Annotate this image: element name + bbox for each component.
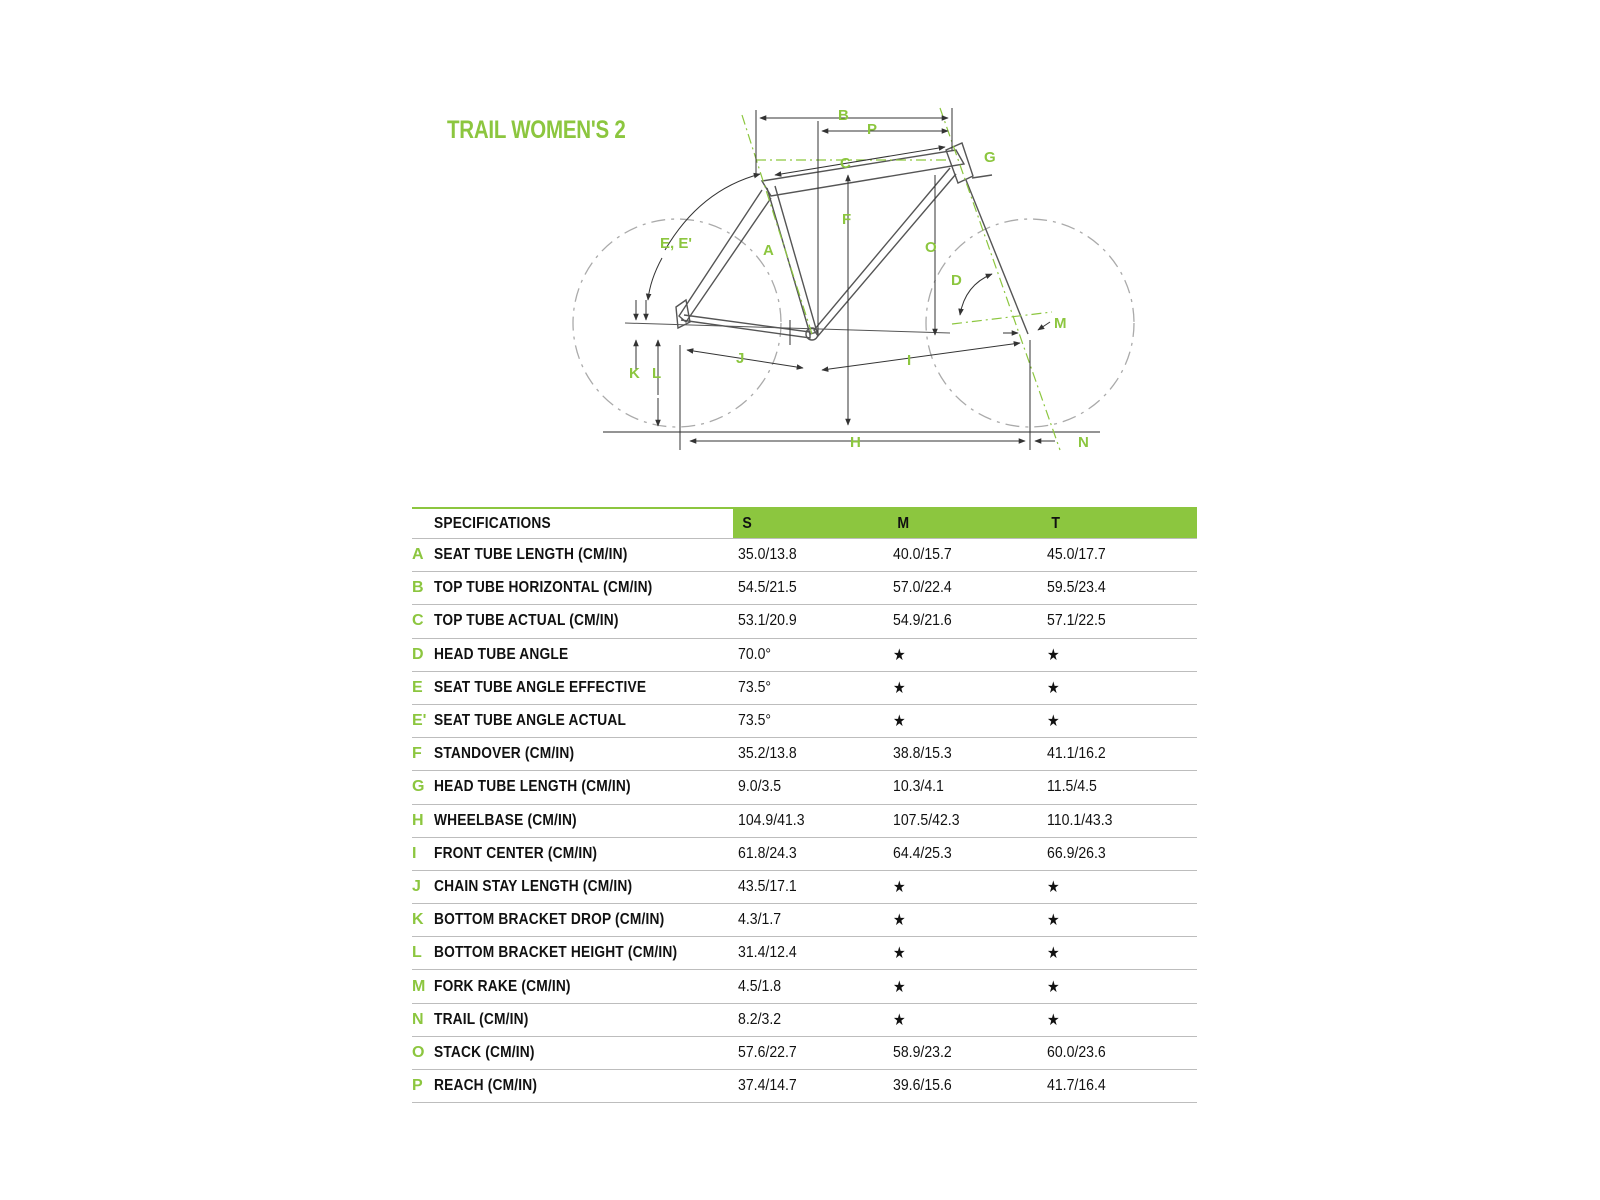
label-g: G bbox=[984, 149, 996, 166]
row-value-s: 37.4/14.7 bbox=[733, 1070, 888, 1103]
header-size-s: S bbox=[733, 508, 888, 539]
table-row bbox=[412, 539, 1197, 572]
table-row bbox=[412, 804, 1197, 837]
row-spec-name: WHEELBASE (CM/IN) bbox=[434, 804, 733, 837]
row-spec-name: TOP TUBE HORIZONTAL (CM/IN) bbox=[434, 572, 733, 605]
row-value-s: 53.1/20.9 bbox=[733, 605, 888, 638]
row-spec-name: BOTTOM BRACKET HEIGHT (CM/IN) bbox=[434, 937, 733, 970]
table-row bbox=[412, 605, 1197, 638]
row-spec-name: SEAT TUBE LENGTH (CM/IN) bbox=[434, 539, 733, 572]
label-f: F bbox=[842, 211, 852, 228]
row-value-t: 110.1/43.3 bbox=[1042, 804, 1197, 837]
row-value-m: 10.3/4.1 bbox=[888, 771, 1043, 804]
row-letter: M bbox=[412, 970, 434, 1003]
row-value-m: 57.0/22.4 bbox=[888, 572, 1043, 605]
row-value-m: 64.4/25.3 bbox=[888, 837, 1043, 870]
row-letter: J bbox=[412, 870, 434, 903]
table-row bbox=[412, 970, 1197, 1003]
row-value-s: 73.5° bbox=[733, 704, 888, 737]
row-value-t: 66.9/26.3 bbox=[1042, 837, 1197, 870]
row-spec-name: BOTTOM BRACKET DROP (CM/IN) bbox=[434, 904, 733, 937]
row-value-s: 35.0/13.8 bbox=[733, 539, 888, 572]
header-size-m: M bbox=[888, 508, 1043, 539]
row-value-m: ★ bbox=[888, 870, 1043, 903]
row-value-s: 8.2/3.2 bbox=[733, 1003, 888, 1036]
row-value-m: ★ bbox=[888, 638, 1043, 671]
table-row bbox=[412, 671, 1197, 704]
row-spec-name: FORK RAKE (CM/IN) bbox=[434, 970, 733, 1003]
row-value-t: ★ bbox=[1042, 904, 1197, 937]
row-spec-name: HEAD TUBE ANGLE bbox=[434, 638, 733, 671]
table-header-row bbox=[412, 508, 1197, 539]
row-value-m: 54.9/21.6 bbox=[888, 605, 1043, 638]
row-spec-name: FRONT CENTER (CM/IN) bbox=[434, 837, 733, 870]
table-row bbox=[412, 1070, 1197, 1103]
row-spec-name: HEAD TUBE LENGTH (CM/IN) bbox=[434, 771, 733, 804]
label-p: P bbox=[867, 121, 878, 138]
row-value-t: 45.0/17.7 bbox=[1042, 539, 1197, 572]
label-m: M bbox=[1054, 315, 1067, 332]
row-value-s: 31.4/12.4 bbox=[733, 937, 888, 970]
row-value-t: ★ bbox=[1042, 870, 1197, 903]
row-spec-name: TRAIL (CM/IN) bbox=[434, 1003, 733, 1036]
label-o: O bbox=[925, 239, 937, 256]
row-value-t: ★ bbox=[1042, 671, 1197, 704]
table-row bbox=[412, 738, 1197, 771]
row-value-t: 60.0/23.6 bbox=[1042, 1036, 1197, 1069]
row-letter: C bbox=[412, 605, 434, 638]
header-specifications: SPECIFICATIONS bbox=[434, 508, 733, 539]
label-i: I bbox=[907, 352, 912, 369]
header-size-t: T bbox=[1042, 508, 1197, 539]
row-value-s: 70.0° bbox=[733, 638, 888, 671]
row-spec-name: SEAT TUBE ANGLE ACTUAL bbox=[434, 704, 733, 737]
row-value-m: 38.8/15.3 bbox=[888, 738, 1043, 771]
row-value-m: ★ bbox=[888, 671, 1043, 704]
row-value-t: 57.1/22.5 bbox=[1042, 605, 1197, 638]
row-value-t: ★ bbox=[1042, 970, 1197, 1003]
row-value-m: 107.5/42.3 bbox=[888, 804, 1043, 837]
row-value-s: 73.5° bbox=[733, 671, 888, 704]
table-row bbox=[412, 704, 1197, 737]
row-value-m: 39.6/15.6 bbox=[888, 1070, 1043, 1103]
label-b: B bbox=[838, 107, 849, 124]
row-value-t: 11.5/4.5 bbox=[1042, 771, 1197, 804]
table-row bbox=[412, 1003, 1197, 1036]
row-letter: L bbox=[412, 937, 434, 970]
label-a: A bbox=[763, 242, 774, 259]
row-value-s: 104.9/41.3 bbox=[733, 804, 888, 837]
row-value-s: 43.5/17.1 bbox=[733, 870, 888, 903]
label-j: J bbox=[736, 350, 745, 367]
bike-frame bbox=[676, 143, 1028, 340]
row-letter: A bbox=[412, 539, 434, 572]
row-value-t: ★ bbox=[1042, 1003, 1197, 1036]
table-row bbox=[412, 870, 1197, 903]
page-title: TRAIL WOMEN'S 2 bbox=[447, 116, 626, 144]
row-letter: H bbox=[412, 804, 434, 837]
row-spec-name: SEAT TUBE ANGLE EFFECTIVE bbox=[434, 671, 733, 704]
table-row bbox=[412, 904, 1197, 937]
row-value-t: ★ bbox=[1042, 704, 1197, 737]
table-row bbox=[412, 937, 1197, 970]
row-letter: K bbox=[412, 904, 434, 937]
label-e: E, E' bbox=[660, 235, 692, 252]
row-letter: I bbox=[412, 837, 434, 870]
table-row bbox=[412, 572, 1197, 605]
row-letter: E bbox=[412, 671, 434, 704]
row-value-t: ★ bbox=[1042, 937, 1197, 970]
row-spec-name: STACK (CM/IN) bbox=[434, 1036, 733, 1069]
bike-geometry-diagram bbox=[0, 0, 1600, 470]
row-spec-name: STANDOVER (CM/IN) bbox=[434, 738, 733, 771]
table-row bbox=[412, 837, 1197, 870]
label-l: L bbox=[652, 365, 662, 382]
row-value-m: ★ bbox=[888, 1003, 1043, 1036]
row-value-m: ★ bbox=[888, 704, 1043, 737]
row-letter: F bbox=[412, 738, 434, 771]
row-value-m: ★ bbox=[888, 937, 1043, 970]
row-spec-name: TOP TUBE ACTUAL (CM/IN) bbox=[434, 605, 733, 638]
label-h: H bbox=[850, 434, 861, 451]
row-letter: P bbox=[412, 1070, 434, 1103]
row-letter: O bbox=[412, 1036, 434, 1069]
row-letter: B bbox=[412, 572, 434, 605]
row-letter: G bbox=[412, 771, 434, 804]
row-letter: N bbox=[412, 1003, 434, 1036]
row-value-m: 58.9/23.2 bbox=[888, 1036, 1043, 1069]
row-value-m: 40.0/15.7 bbox=[888, 539, 1043, 572]
row-value-m: ★ bbox=[888, 904, 1043, 937]
table-row bbox=[412, 1036, 1197, 1069]
row-letter: E' bbox=[412, 704, 434, 737]
row-value-t: 41.1/16.2 bbox=[1042, 738, 1197, 771]
row-value-s: 57.6/22.7 bbox=[733, 1036, 888, 1069]
row-value-t: 59.5/23.4 bbox=[1042, 572, 1197, 605]
row-value-s: 4.3/1.7 bbox=[733, 904, 888, 937]
row-value-s: 35.2/13.8 bbox=[733, 738, 888, 771]
row-value-s: 54.5/21.5 bbox=[733, 572, 888, 605]
row-value-s: 61.8/24.3 bbox=[733, 837, 888, 870]
row-spec-name: CHAIN STAY LENGTH (CM/IN) bbox=[434, 870, 733, 903]
label-k: K bbox=[629, 365, 640, 382]
row-value-m: ★ bbox=[888, 970, 1043, 1003]
row-spec-name: REACH (CM/IN) bbox=[434, 1070, 733, 1103]
row-value-t: ★ bbox=[1042, 638, 1197, 671]
row-value-s: 4.5/1.8 bbox=[733, 970, 888, 1003]
row-value-s: 9.0/3.5 bbox=[733, 771, 888, 804]
specifications-table bbox=[412, 507, 1197, 1103]
label-d: D bbox=[951, 272, 962, 289]
label-c: C bbox=[840, 155, 851, 172]
row-letter: D bbox=[412, 638, 434, 671]
table-row bbox=[412, 638, 1197, 671]
table-row bbox=[412, 771, 1197, 804]
row-value-t: 41.7/16.4 bbox=[1042, 1070, 1197, 1103]
label-n: N bbox=[1078, 434, 1089, 451]
